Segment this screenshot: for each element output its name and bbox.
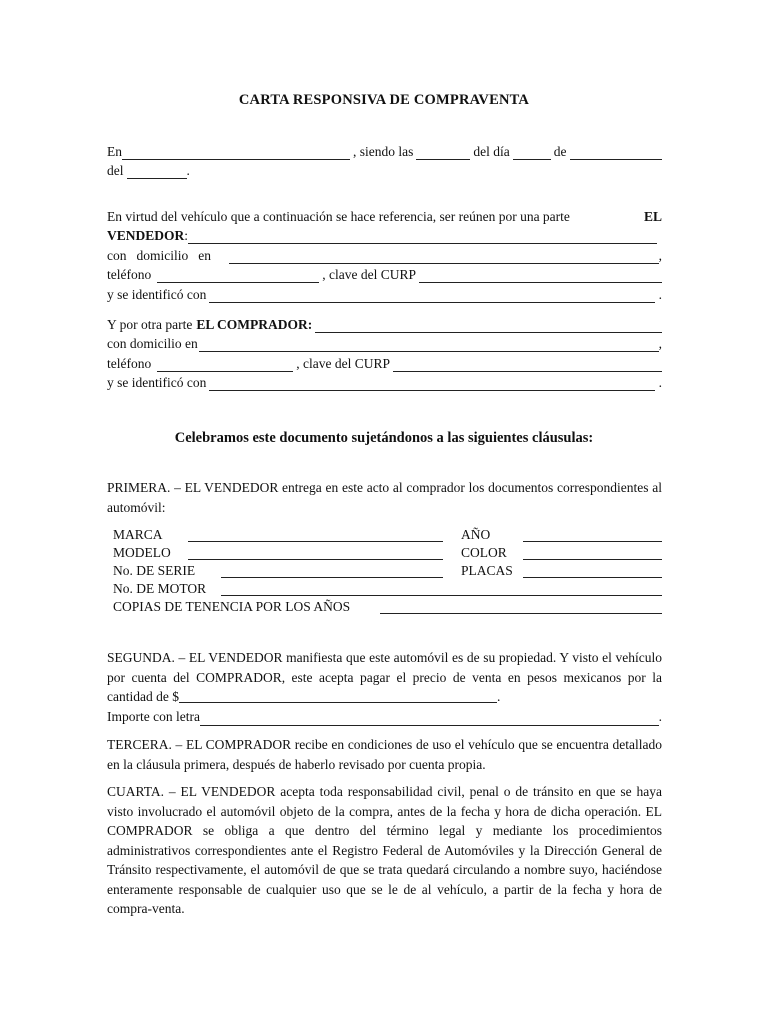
anio-field[interactable]: [523, 527, 662, 542]
vendedor-section: [107, 205, 662, 303]
clause-tercera-text: TERCERA. – EL COMPRADOR recibe en condiciones de uso el vehículo que se encuentra detallado en la cláusula primera, después de haberlo revisado por cuenta propia.: [107, 737, 662, 772]
vehicle-details: [113, 527, 662, 617]
vendedor-con-label: con: [107, 247, 127, 263]
color-field[interactable]: [523, 545, 662, 560]
importe-letra-label: Importe con letra: [107, 708, 200, 724]
clause-primera-text: PRIMERA. – EL VENDEDOR entrega en este acto al comprador los documentos correspondientes al automóvil:: [107, 480, 662, 515]
marca-field[interactable]: [188, 527, 443, 542]
color-label: COLOR: [461, 545, 507, 560]
vendedor-period: .: [658, 286, 662, 302]
document-title: CARTA RESPONSIVA DE COMPRAVENTA: [238, 92, 530, 108]
price-field[interactable]: [179, 689, 497, 703]
vendedor-label: VENDEDOR: [107, 228, 185, 243]
importe-period: .: [658, 708, 662, 724]
clause-segunda-text: [107, 648, 662, 707]
comprador-name-field[interactable]: [315, 319, 662, 333]
comprador-section: [107, 313, 662, 391]
vehicle-row-tenencia: [113, 599, 662, 617]
vendedor-identifico-label: y se identificó con: [107, 286, 207, 302]
placas-field[interactable]: [523, 563, 662, 578]
comprador-address-field[interactable]: [199, 338, 659, 352]
day-field[interactable]: [513, 146, 551, 160]
comprador-domicilio-label: con domicilio en: [107, 336, 198, 351]
vendedor-name-field[interactable]: [188, 230, 657, 244]
comprador-id-field[interactable]: [209, 377, 654, 391]
intro-de-label: de: [553, 143, 567, 159]
comprador-prefix: Y por otra parte: [107, 316, 193, 332]
hour-field[interactable]: [416, 146, 470, 160]
clauses-heading: Celebramos este documento sujetándonos a las siguientes cláusulas:: [174, 430, 594, 446]
modelo-label: MODELO: [113, 545, 171, 560]
comprador-curp-field[interactable]: [393, 358, 662, 372]
year-field[interactable]: [127, 165, 187, 179]
comprador-identifico-label: y se identificó con: [107, 375, 207, 390]
motor-field[interactable]: [221, 581, 662, 596]
serie-label: No. DE SERIE: [113, 563, 196, 578]
intro-en-label: En: [107, 143, 122, 159]
vendedor-domicilio-label: domicilio: [136, 247, 189, 263]
vendedor-id-field[interactable]: [209, 289, 654, 303]
vehicle-row-marca: [113, 527, 662, 545]
comprador-address-comma: ,: [658, 336, 662, 351]
comprador-curp-label: , clave del CURP: [296, 355, 390, 371]
intro-siendo-label: , siendo las: [353, 143, 414, 159]
serie-field[interactable]: [221, 563, 443, 578]
importe-letra-field[interactable]: [200, 712, 659, 726]
intro-section: [107, 140, 662, 179]
vendedor-curp-field[interactable]: [419, 269, 662, 283]
month-field[interactable]: [570, 146, 663, 160]
clause-segunda: [107, 648, 662, 726]
comprador-period: .: [658, 375, 662, 390]
tenencia-field[interactable]: [380, 599, 662, 614]
intro-del-label: del: [107, 163, 124, 178]
comprador-label: EL COMPRADOR:: [196, 316, 313, 332]
marca-label: MARCA: [113, 527, 163, 542]
vehicle-row-modelo: [113, 545, 662, 563]
vendedor-phone-field[interactable]: [157, 269, 319, 283]
intro-dia-label: del día: [473, 143, 510, 159]
vehicle-row-serie: [113, 563, 662, 581]
intro-period: .: [186, 163, 190, 178]
clause-cuarta-text: CUARTA. – EL VENDEDOR acepta toda responsabilidad civil, penal o de tránsito en que se haya visto involucrado el automóvil objeto de la compra, antes de la fecha y hora de dicha operación. EL COMPRADOR se obliga a que dentro del término legal y mediante los procedimientos administrativos correspondientes ante el Registro Federal de Automóviles y la Dirección General de Tránsito respectivamente, el automóvil de que se trata quedará circulando a nombre suyo, haciéndose enteramente responsable de cualquier uso que se le de al vehículo, a partir de la fecha y hora de compra-venta.: [107, 784, 662, 916]
clause-tercera: [107, 735, 662, 774]
motor-label: No. DE MOTOR: [113, 581, 207, 596]
virtud-text: En virtud del vehículo que a continuación se hace referencia, ser reúnen por una parte: [107, 208, 570, 224]
vendedor-en-label: en: [198, 247, 211, 263]
segunda-period: .: [496, 689, 501, 704]
comprador-phone-field[interactable]: [157, 358, 293, 372]
comprador-telefono-label: teléfono: [107, 355, 152, 371]
vendedor-address-comma: ,: [658, 247, 662, 263]
anio-label: AÑO: [461, 527, 491, 542]
clause-cuarta: [107, 782, 662, 919]
placas-label: PLACAS: [461, 563, 513, 578]
segunda-text: SEGUNDA. – EL VENDEDOR manifiesta que este automóvil es de su propiedad. Y visto el vehículo por cuenta del COMPRADOR, este acepta pagar el precio de venta en pesos mexicanos por la cantidad de $: [107, 650, 662, 704]
tenencia-label: COPIAS DE TENENCIA POR LOS AÑOS: [113, 599, 351, 614]
vendedor-colon: :: [184, 228, 189, 243]
vendedor-curp-label: , clave del CURP: [322, 267, 416, 282]
vendedor-telefono-label: teléfono: [107, 267, 152, 282]
vendedor-address-field[interactable]: [229, 250, 659, 264]
modelo-field[interactable]: [188, 545, 443, 560]
vehicle-row-motor: [113, 581, 662, 599]
vendedor-el-label: EL: [643, 208, 662, 224]
clause-primera: [107, 478, 662, 517]
place-field[interactable]: [122, 146, 350, 160]
